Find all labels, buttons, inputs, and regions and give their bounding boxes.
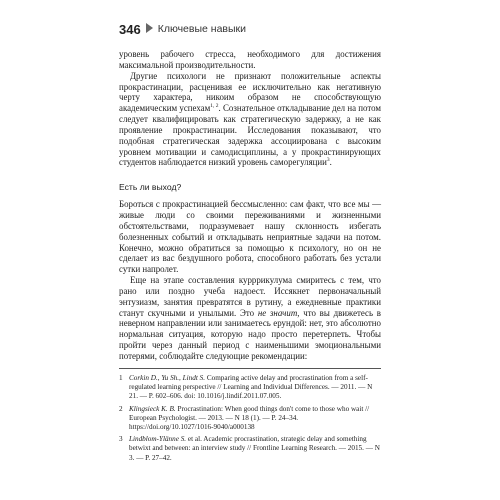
- footnotes: [119, 368, 381, 466]
- paragraph-4: Еще на этапе составления курррикулума смиритесь с тем, что рано или поздно учеба надоест. Иссякнет первоначальный энтузиазм, занятия превратятся в рутину, а ежедневные практики станут скучными и унылыми. Это не значит, что вы движетесь в неверном направлении или занимаетесь ерундой: нет, это абсолютно нормальная ситуация, которую надо просто перетерпеть. Чтобы пройти через данный период с наименьшими эмоциональными потерями, соблюдайте следующие рекомендации:: [119, 275, 381, 361]
- footnote: 3 Lindblom-Ylänne S. et al. Academic procrastination, strategic delay and something betwixt and between: an interview study // Frontline Learning Research. — 2015. — N 3. — P. 27–42.: [119, 435, 380, 462]
- footnote-ref: 3: [326, 157, 330, 164]
- footnote: 2 Klingsieck K. B. Procrastination: When good things don't come to those who wait // European Psychologist. — 2013. — N 18 (1). — P. 24–34. https://doi.org/10.1027/1016-9040/a000138: [119, 404, 370, 432]
- main-text: [119, 49, 381, 362]
- page-number: 346: [119, 21, 141, 37]
- running-header: [119, 20, 246, 38]
- paragraph-2: Другие психологи не признают положительные аспекты прокрастинации, расценивая ее исключительно как негативную черту характера, никоим образом не способствующую академическим успехам$^{1, 2}$. Сознательное откладывание дел на потом следует квалифицировать как стратегическую задержку, а не как проявление прокрастинации. Исследования показывают, что подобная стратегическая задержка ассоциирована с высоким уровнем мотивации и самодисциплины, а у прокрастинирующих студентов наблюдается низкий уровень саморегуляции$^3$.: [119, 70, 381, 168]
- footnote: 1 Corkin D., Yu Sh., Lindt S. Comparing active delay and procrastination from a self-regulated learning perspective // Learning and Individual Differences. — 2011. — N 21. — P. 602–606. doi: 10.1016/j.lindif.2011.07.005.: [119, 374, 373, 401]
- chapter-title: Ключевые навыки: [157, 23, 247, 35]
- triangle-arrow-icon: [146, 20, 153, 38]
- emphasis: не значит: [257, 307, 298, 318]
- paragraph-3: Бороться с прокрастинацией бессмысленно: сам факт, что все мы — живые люди со своими переживаниями и жизненными обстоятельствами, подразумевает нашу склонность избегать болезненных событий и откладывать неприятные задачи на потом. Конечно, можно обратиться за помощью к психологу, но он не сделает из вас бездушного робота, способного работать без устали сутки напролет.: [119, 199, 381, 275]
- section-heading: Есть ли выход?: [119, 182, 182, 193]
- footnote-ref: 1, 2: [210, 103, 219, 110]
- paragraph-1: уровень рабочего стресса, необходимого для достижения максимальной производительности.: [119, 49, 381, 70]
